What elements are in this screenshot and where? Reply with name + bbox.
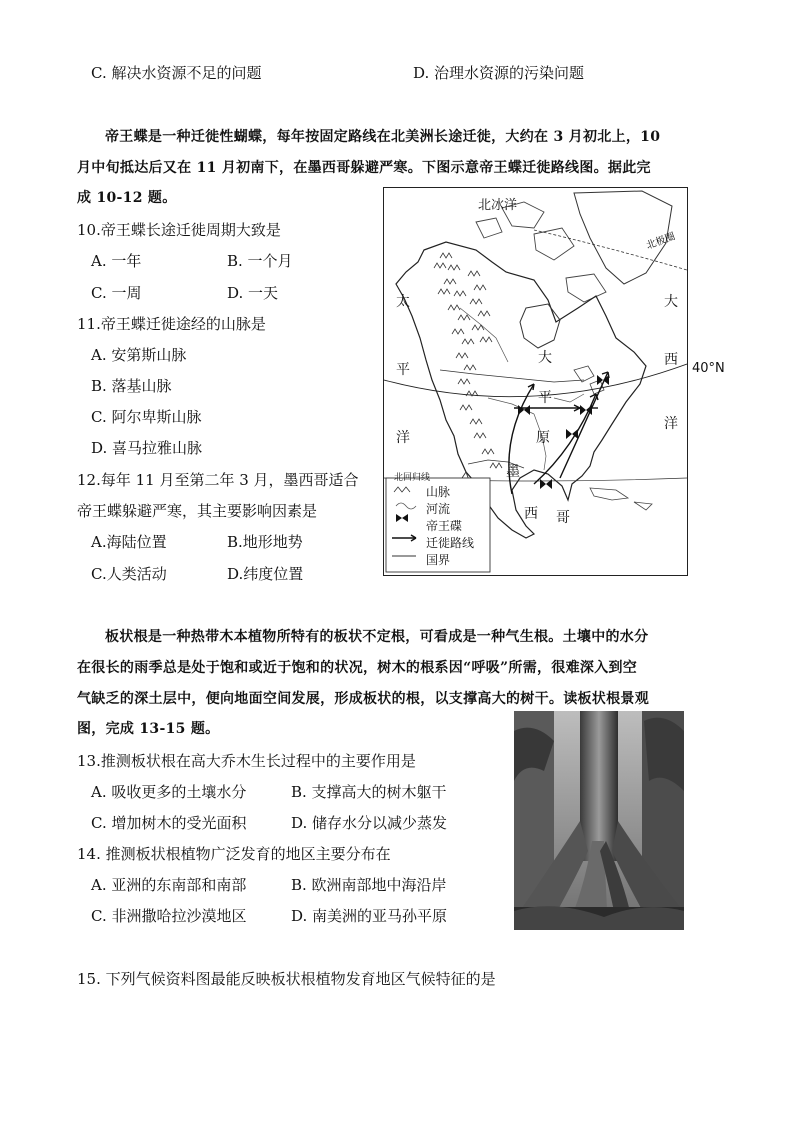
mountain-symbol	[478, 311, 490, 316]
q13-option-b: B. 支撑高大的树木躯干	[291, 783, 447, 801]
q14-option-a: A. 亚洲的东南部和南部	[91, 876, 247, 894]
q13-option-a: A. 吸收更多的土壤水分	[91, 783, 247, 801]
mountain-symbol	[482, 449, 494, 454]
passage1-line3: 成 10-12 题。	[77, 190, 177, 206]
q14-option-d: D. 南美洲的亚马孙平原	[291, 907, 448, 925]
legend-river: 河流	[426, 502, 451, 516]
q10-option-c: C. 一周	[91, 284, 142, 302]
mountain-symbol	[474, 285, 486, 290]
q12-option-d: D.纬度位置	[227, 565, 304, 583]
q14-stem: 14. 推测板状根植物广泛发育的地区主要分布在	[77, 845, 391, 863]
q15-stem: 15. 下列气候资料图最能反映板状根植物发育地区气候特征的是	[77, 970, 496, 988]
q12-option-b: B.地形地势	[227, 533, 303, 551]
mountain-symbol	[452, 329, 464, 334]
q12-stem-line2: 帝王蝶躲避严寒，其主要影响因素是	[77, 502, 318, 520]
map-label-pacific-2: 平	[396, 362, 410, 378]
map-label-atlantic-3: 洋	[664, 416, 678, 432]
map-label-mexico-1: 墨	[506, 464, 520, 480]
q11-stem: 11.帝王蝶迁徙途经的山脉是	[77, 315, 266, 333]
butterfly-icon	[518, 405, 530, 415]
legend-butterfly: 帝王碟	[426, 519, 463, 533]
mountain-symbol	[490, 463, 502, 468]
passage2-line1: 板状根是一种热带木本植物所特有的板状不定根，可看成是一种气生根。土壤中的水分	[105, 629, 649, 645]
map-label-atlantic-1: 大	[664, 294, 678, 310]
q12-stem-line1: 12.每年 11 月至第二年 3 月，墨西哥适合	[77, 471, 359, 489]
map-label-40n: 40°N	[692, 361, 725, 376]
q10-stem: 10.帝王蝶长途迁徙周期大致是	[77, 221, 281, 239]
butterfly-icon	[566, 429, 578, 439]
map-label-arctic-circle: 北极圈	[644, 231, 677, 252]
map-label-plain-1: 大	[538, 350, 552, 366]
map-label-tropic: 北回归线	[394, 473, 431, 483]
map-label-pacific-3: 洋	[396, 430, 410, 446]
q10-option-b: B. 一个月	[227, 252, 293, 270]
option-c-prev: C. 解决水资源不足的问题	[91, 64, 262, 82]
passage1-line2: 月中旬抵达后又在 11 月初南下，在墨西哥躲避严寒。下图示意帝王蝶迁徙路线图。据此完	[77, 160, 651, 176]
mountain-symbol	[448, 265, 460, 270]
passage2-line4: 图，完成 13-15 题。	[77, 721, 220, 737]
mountain-symbol	[474, 433, 486, 438]
map-label-pacific-1: 太	[396, 294, 410, 310]
mountain-symbol	[458, 379, 470, 384]
q11-option-a: A. 安第斯山脉	[91, 346, 187, 364]
passage1-line1: 帝王蝶是一种迁徙性蝴蝶，每年按固定路线在北美洲长途迁徙，大约在 3 月初北上，10	[105, 129, 661, 145]
mountain-symbol	[470, 299, 482, 304]
mountain-symbol	[444, 279, 456, 284]
legend-mountain: 山脉	[426, 485, 451, 499]
q12-option-a: A.海陆位置	[91, 533, 167, 551]
monarch-migration-map	[383, 187, 688, 576]
legend-route: 迁徙路线	[426, 536, 475, 550]
q14-option-b: B. 欧洲南部地中海沿岸	[291, 876, 447, 894]
mountain-symbol	[480, 337, 492, 342]
q11-option-b: B. 落基山脉	[91, 377, 172, 395]
butterfly-icon	[580, 405, 592, 415]
q12-option-c: C.人类活动	[91, 565, 167, 583]
passage2-line3: 气缺乏的深土层中，便向地面空间发展，形成板状的根，以支撑高大的树干。读板状根景观	[77, 691, 649, 707]
q14-option-c: C. 非洲撒哈拉沙漠地区	[91, 907, 247, 925]
q13-option-d: D. 储存水分以减少蒸发	[291, 814, 448, 832]
q13-stem: 13.推测板状根在高大乔木生长过程中的主要作用是	[77, 752, 416, 770]
map-label-plain-2: 平	[538, 390, 552, 406]
q13-option-c: C. 增加树木的受光面积	[91, 814, 247, 832]
mountain-symbol	[440, 253, 452, 258]
map-label-atlantic-2: 西	[664, 352, 678, 368]
map-label-mexico-2: 西	[524, 506, 538, 522]
buttress-root-image	[514, 711, 684, 930]
butterfly-icon	[540, 479, 552, 489]
map-label-arctic-ocean: 北冰洋	[478, 198, 518, 213]
legend-border: 国界	[426, 553, 451, 567]
mountain-symbol	[464, 365, 476, 370]
q10-option-d: D. 一天	[227, 284, 279, 302]
q10-option-a: A. 一年	[91, 252, 142, 270]
mountain-symbol	[458, 315, 470, 320]
mountain-symbol	[468, 271, 480, 276]
mountain-symbol	[460, 405, 472, 410]
q11-option-c: C. 阿尔卑斯山脉	[91, 408, 202, 426]
passage2-line2: 在很长的雨季总是处于饱和或近于饱和的状况，树木的根系因“呼吸”所需，很难深入到空	[77, 660, 638, 676]
mountain-symbol	[470, 419, 482, 424]
mountain-symbol	[438, 289, 450, 294]
mountain-symbol	[434, 263, 446, 268]
q11-option-d: D. 喜马拉雅山脉	[91, 439, 203, 457]
map-label-plain-3: 原	[536, 430, 550, 446]
buttress-root-photo	[514, 711, 684, 930]
option-d-prev: D. 治理水资源的污染问题	[413, 64, 585, 82]
mountain-symbol	[454, 291, 466, 296]
mountain-symbol	[462, 339, 474, 344]
mountain-symbol	[456, 353, 468, 358]
mountain-symbol	[448, 305, 460, 310]
map-label-mexico-3: 哥	[556, 510, 570, 526]
